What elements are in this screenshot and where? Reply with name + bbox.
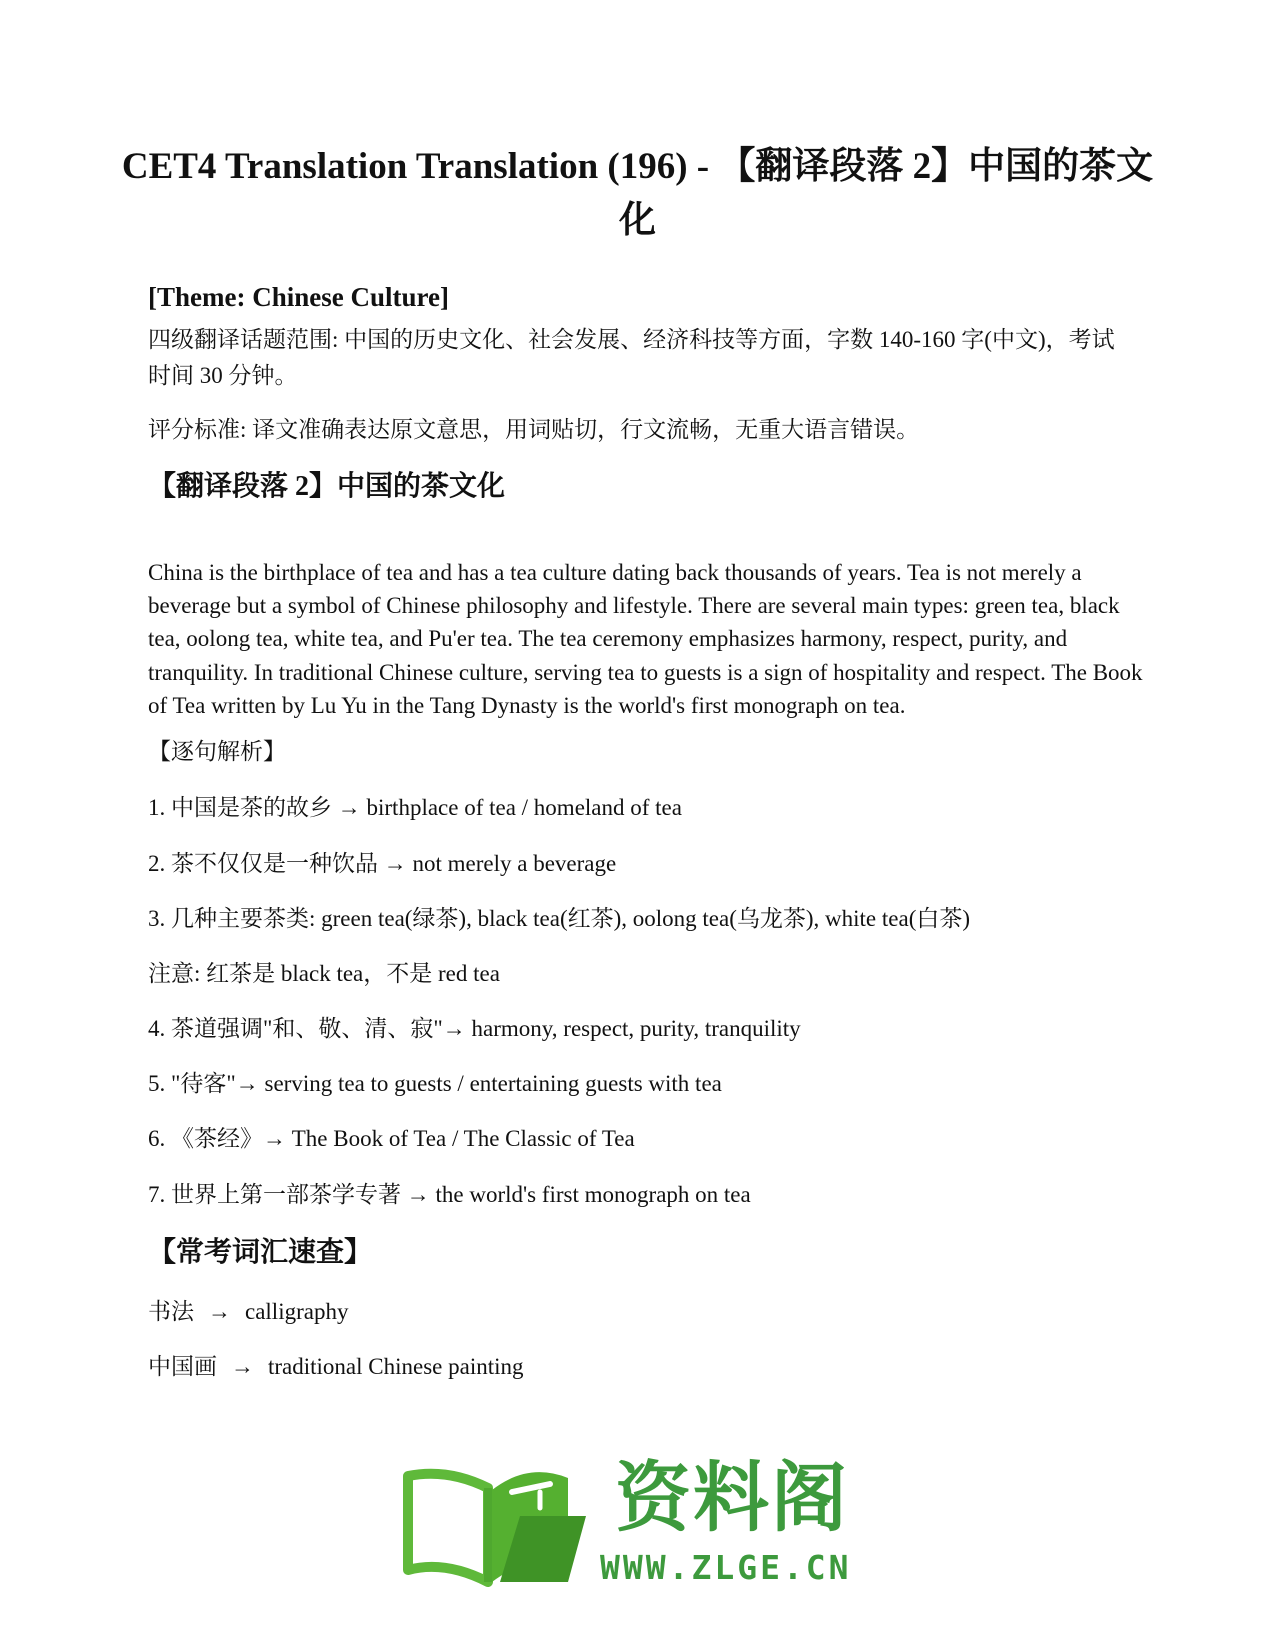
watermark-url: WWW.ZLGE.CN (600, 1548, 852, 1587)
analysis-note: 注意: 红茶是 black tea，不是 red tea (148, 961, 500, 986)
analysis-item: 7. 世界上第一部茶学专著 → the world's first monograph on tea (148, 1182, 751, 1207)
vocab-english: calligraphy (245, 1299, 349, 1324)
arrow-icon: → (208, 1299, 231, 1324)
vocab-item (148, 1352, 524, 1382)
theme-heading: [Theme: Chinese Culture] (148, 282, 449, 312)
analysis-item: 2. 茶不仅仅是一种饮品 → not merely a beverage (148, 851, 617, 876)
page-title: CET4 Translation Translation (196) - 【翻译段落 2】中国的茶文化 (121, 146, 1154, 241)
vocab-item (148, 1297, 348, 1327)
analysis-heading: 【逐句解析】 (148, 739, 286, 764)
analysis-item: 1. 中国是茶的故乡 → birthplace of tea / homeland of tea (148, 795, 682, 820)
book-logo-icon (400, 1448, 600, 1598)
vocab-chinese: 中国画 (148, 1354, 217, 1379)
watermark-site-name: 资料阁 (615, 1453, 849, 1542)
vocab-chinese: 书法 (148, 1299, 194, 1324)
analysis-item: 5. "待客"→ serving tea to guests / entertaining guests with tea (148, 1071, 722, 1096)
vocab-heading: 【常考词汇速查】 (148, 1237, 373, 1268)
analysis-item: 4. 茶道强调"和、敬、清、寂"→ harmony, respect, purity, tranquility (148, 1016, 801, 1041)
section-heading: 【翻译段落 2】中国的茶文化 (148, 471, 506, 502)
analysis-item: 3. 几种主要茶类: green tea(绿茶), black tea(红茶), oolong tea(乌龙茶), white tea(白茶) (148, 906, 971, 931)
analysis-item: 6. 《茶经》→ The Book of Tea / The Classic of Tea (148, 1126, 635, 1151)
site-watermark (400, 1448, 880, 1598)
arrow-icon: → (231, 1354, 254, 1379)
grading-criteria-text: 评分标准: 译文准确表达原文意思，用词贴切，行文流畅，无重大语言错误。 (148, 417, 920, 442)
topic-scope-text: 四级翻译话题范围: 中国的历史文化、社会发展、经济科技等方面，字数 140-160 字(中文)，考试时间 30 分钟。 (148, 327, 1115, 388)
vocab-english: traditional Chinese painting (268, 1354, 524, 1379)
english-passage: China is the birthplace of tea and has a tea culture dating back thousands of years. Tea is not merely a beverage but a symbol of Chinese philosophy and lifestyle. There are several main types: green tea, black tea, oolong tea, white tea, and Pu'er tea. The tea ceremony emphasizes harmony, respect, purity, and tranquility. In traditional Chinese culture, serving tea to guests is a sign of hospitality and respect. The Book of Tea written by Lu Yu in the Tang Dynasty is the world's first monograph on tea. (148, 560, 1143, 718)
